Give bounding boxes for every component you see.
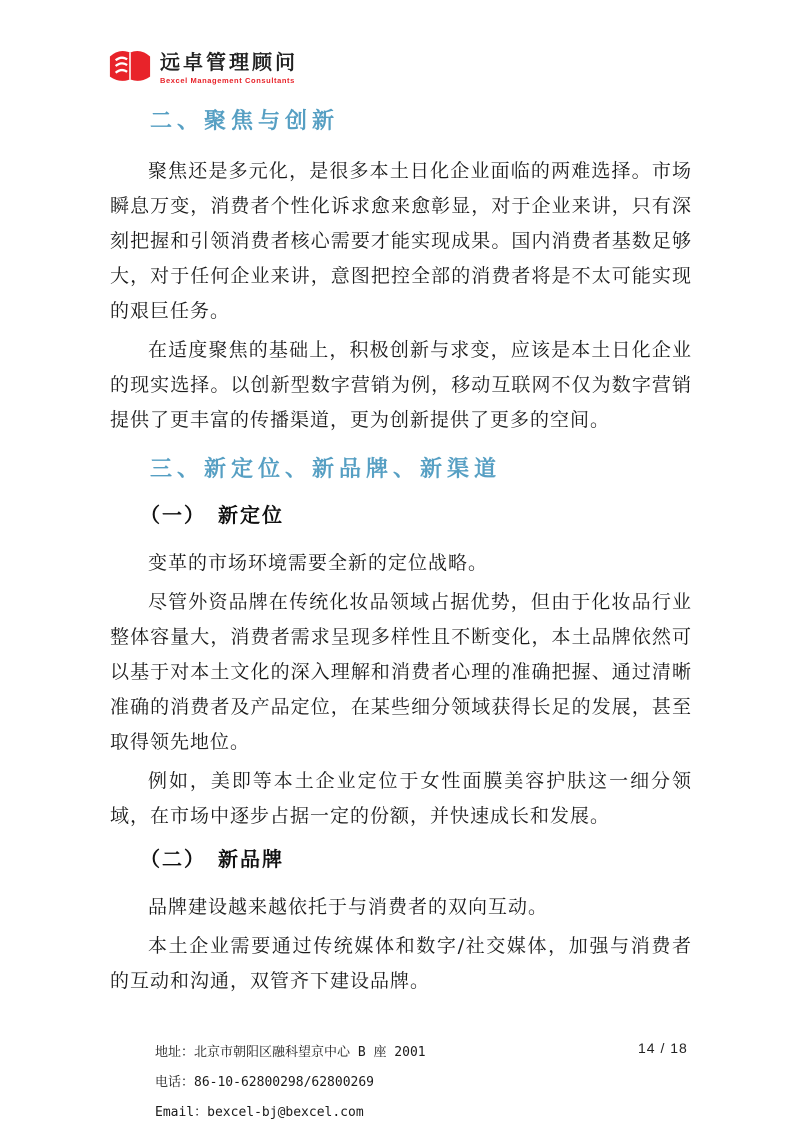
footer-phone: 电话：86-10-62800298/62800269: [155, 1075, 375, 1090]
logo-tagline: Bexcel Management Consultants: [160, 76, 295, 85]
paragraph: 例如，美即等本土企业定位于女性面膜美容护肤这一细分领域，在市场中逐步占据一定的份额，并快速成长和发展。: [110, 770, 692, 827]
paragraph: 变革的市场环境需要全新的定位战略。: [148, 552, 489, 574]
paragraph: 在适度聚焦的基础上，积极创新与求变，应该是本土日化企业的现实选择。以创新型数字营销为例，移动互联网不仅为数字营销提供了更丰富的传播渠道，更为创新提供了更多的空间。: [110, 339, 692, 431]
page-footer: [155, 1038, 426, 1128]
open-book-logo-icon: [108, 46, 152, 88]
section-heading-focus-innovation: 二、聚焦与创新: [150, 108, 340, 134]
section-heading-new-positioning-brand-channel: 三、新定位、新品牌、新渠道: [150, 456, 502, 482]
logo-text: [160, 46, 298, 85]
paragraph: 本土企业需要通过传统媒体和数字/社交媒体，加强与消费者的互动和沟通，双管齐下建设品牌。: [110, 935, 692, 992]
page-number: 14 / 18: [638, 1040, 688, 1056]
logo-company-name: 远卓管理顾问: [160, 50, 298, 74]
subsection-heading-new-brand: （二） 新品牌: [140, 847, 284, 871]
footer-email: Email：bexcel-bj@bexcel.com: [155, 1105, 364, 1120]
footer-address: 地址：北京市朝阳区融科望京中心 B 座 2001: [155, 1045, 426, 1060]
company-logo: [108, 46, 298, 88]
paragraph: 品牌建设越来越依托于与消费者的双向互动。: [148, 896, 549, 918]
document-body: [110, 104, 692, 1003]
subsection-heading-new-positioning: （一） 新定位: [140, 503, 284, 527]
paragraph: 聚焦还是多元化，是很多本土日化企业面临的两难选择。市场瞬息万变，消费者个性化诉求愈来愈彰显，对于企业来讲，只有深刻把握和引领消费者核心需要才能实现成果。国内消费者基数足够大，对于任何企业来讲，意图把控全部的消费者将是不太可能实现的艰巨任务。: [110, 160, 692, 322]
paragraph: 尽管外资品牌在传统化妆品领域占据优势，但由于化妆品行业整体容量大，消费者需求呈现多样性且不断变化，本土品牌依然可以基于对本土文化的深入理解和消费者心理的准确把握、通过清晰准确的消费者及产品定位，在某些细分领域获得长足的发展，甚至取得领先地位。: [110, 591, 692, 753]
